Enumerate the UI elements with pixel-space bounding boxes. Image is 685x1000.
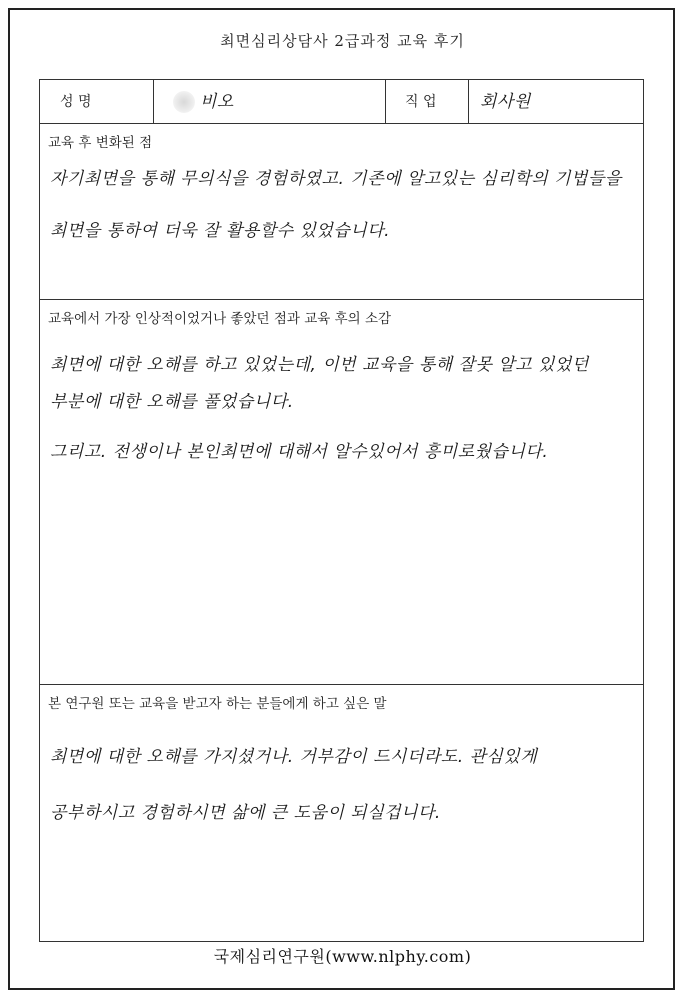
handwritten-line: 최면을 통하여 더욱 잘 활용할수 있었습니다.: [50, 221, 391, 241]
job-label: 직 업: [405, 94, 437, 110]
review-form: [39, 79, 644, 942]
section-label: 본 연구원 또는 교육을 받고자 하는 분들에게 하고 싶은 말: [48, 696, 387, 712]
job-value: 회사원: [480, 92, 531, 112]
section-label: 교육 후 변화된 점: [48, 135, 153, 151]
name-value: 비오: [200, 92, 234, 112]
section-impressions: [40, 300, 643, 685]
divider: [153, 80, 154, 124]
section-label: 교육에서 가장 인상적이었거나 좋았던 점과 교육 후의 소감: [48, 311, 392, 327]
handwritten-line: 공부하시고 경험하시면 삶에 큰 도움이 되실겁니다.: [50, 803, 441, 823]
handwritten-line: 최면에 대한 오해를 하고 있었는데, 이번 교육을 통해 잘못 알고 있었던: [50, 355, 589, 375]
handwritten-line: 자기최면을 통해 무의식을 경험하였고. 기존에 알고있는 심리학의 기법들을: [50, 169, 622, 189]
name-job-row: [40, 80, 643, 124]
institute-footer: 국제심리연구원(www.nlphy.com): [213, 947, 472, 966]
divider: [385, 80, 386, 124]
handwritten-line: 최면에 대한 오해를 가지셨거나. 거부감이 드시더라도. 관심있게: [50, 747, 538, 767]
redacted-name-blur: [173, 91, 195, 113]
handwritten-line: 부분에 대한 오해를 풀었습니다.: [50, 392, 294, 412]
name-label: 성 명: [60, 94, 92, 110]
section-changes-after-training: [40, 124, 643, 300]
divider: [468, 80, 469, 124]
handwritten-line: 그리고. 전생이나 본인최면에 대해서 알수있어서 흥미로웠습니다.: [50, 442, 549, 462]
document-title: 최면심리상담사 2급과정 교육 후기: [220, 32, 465, 50]
section-message: [40, 685, 643, 943]
